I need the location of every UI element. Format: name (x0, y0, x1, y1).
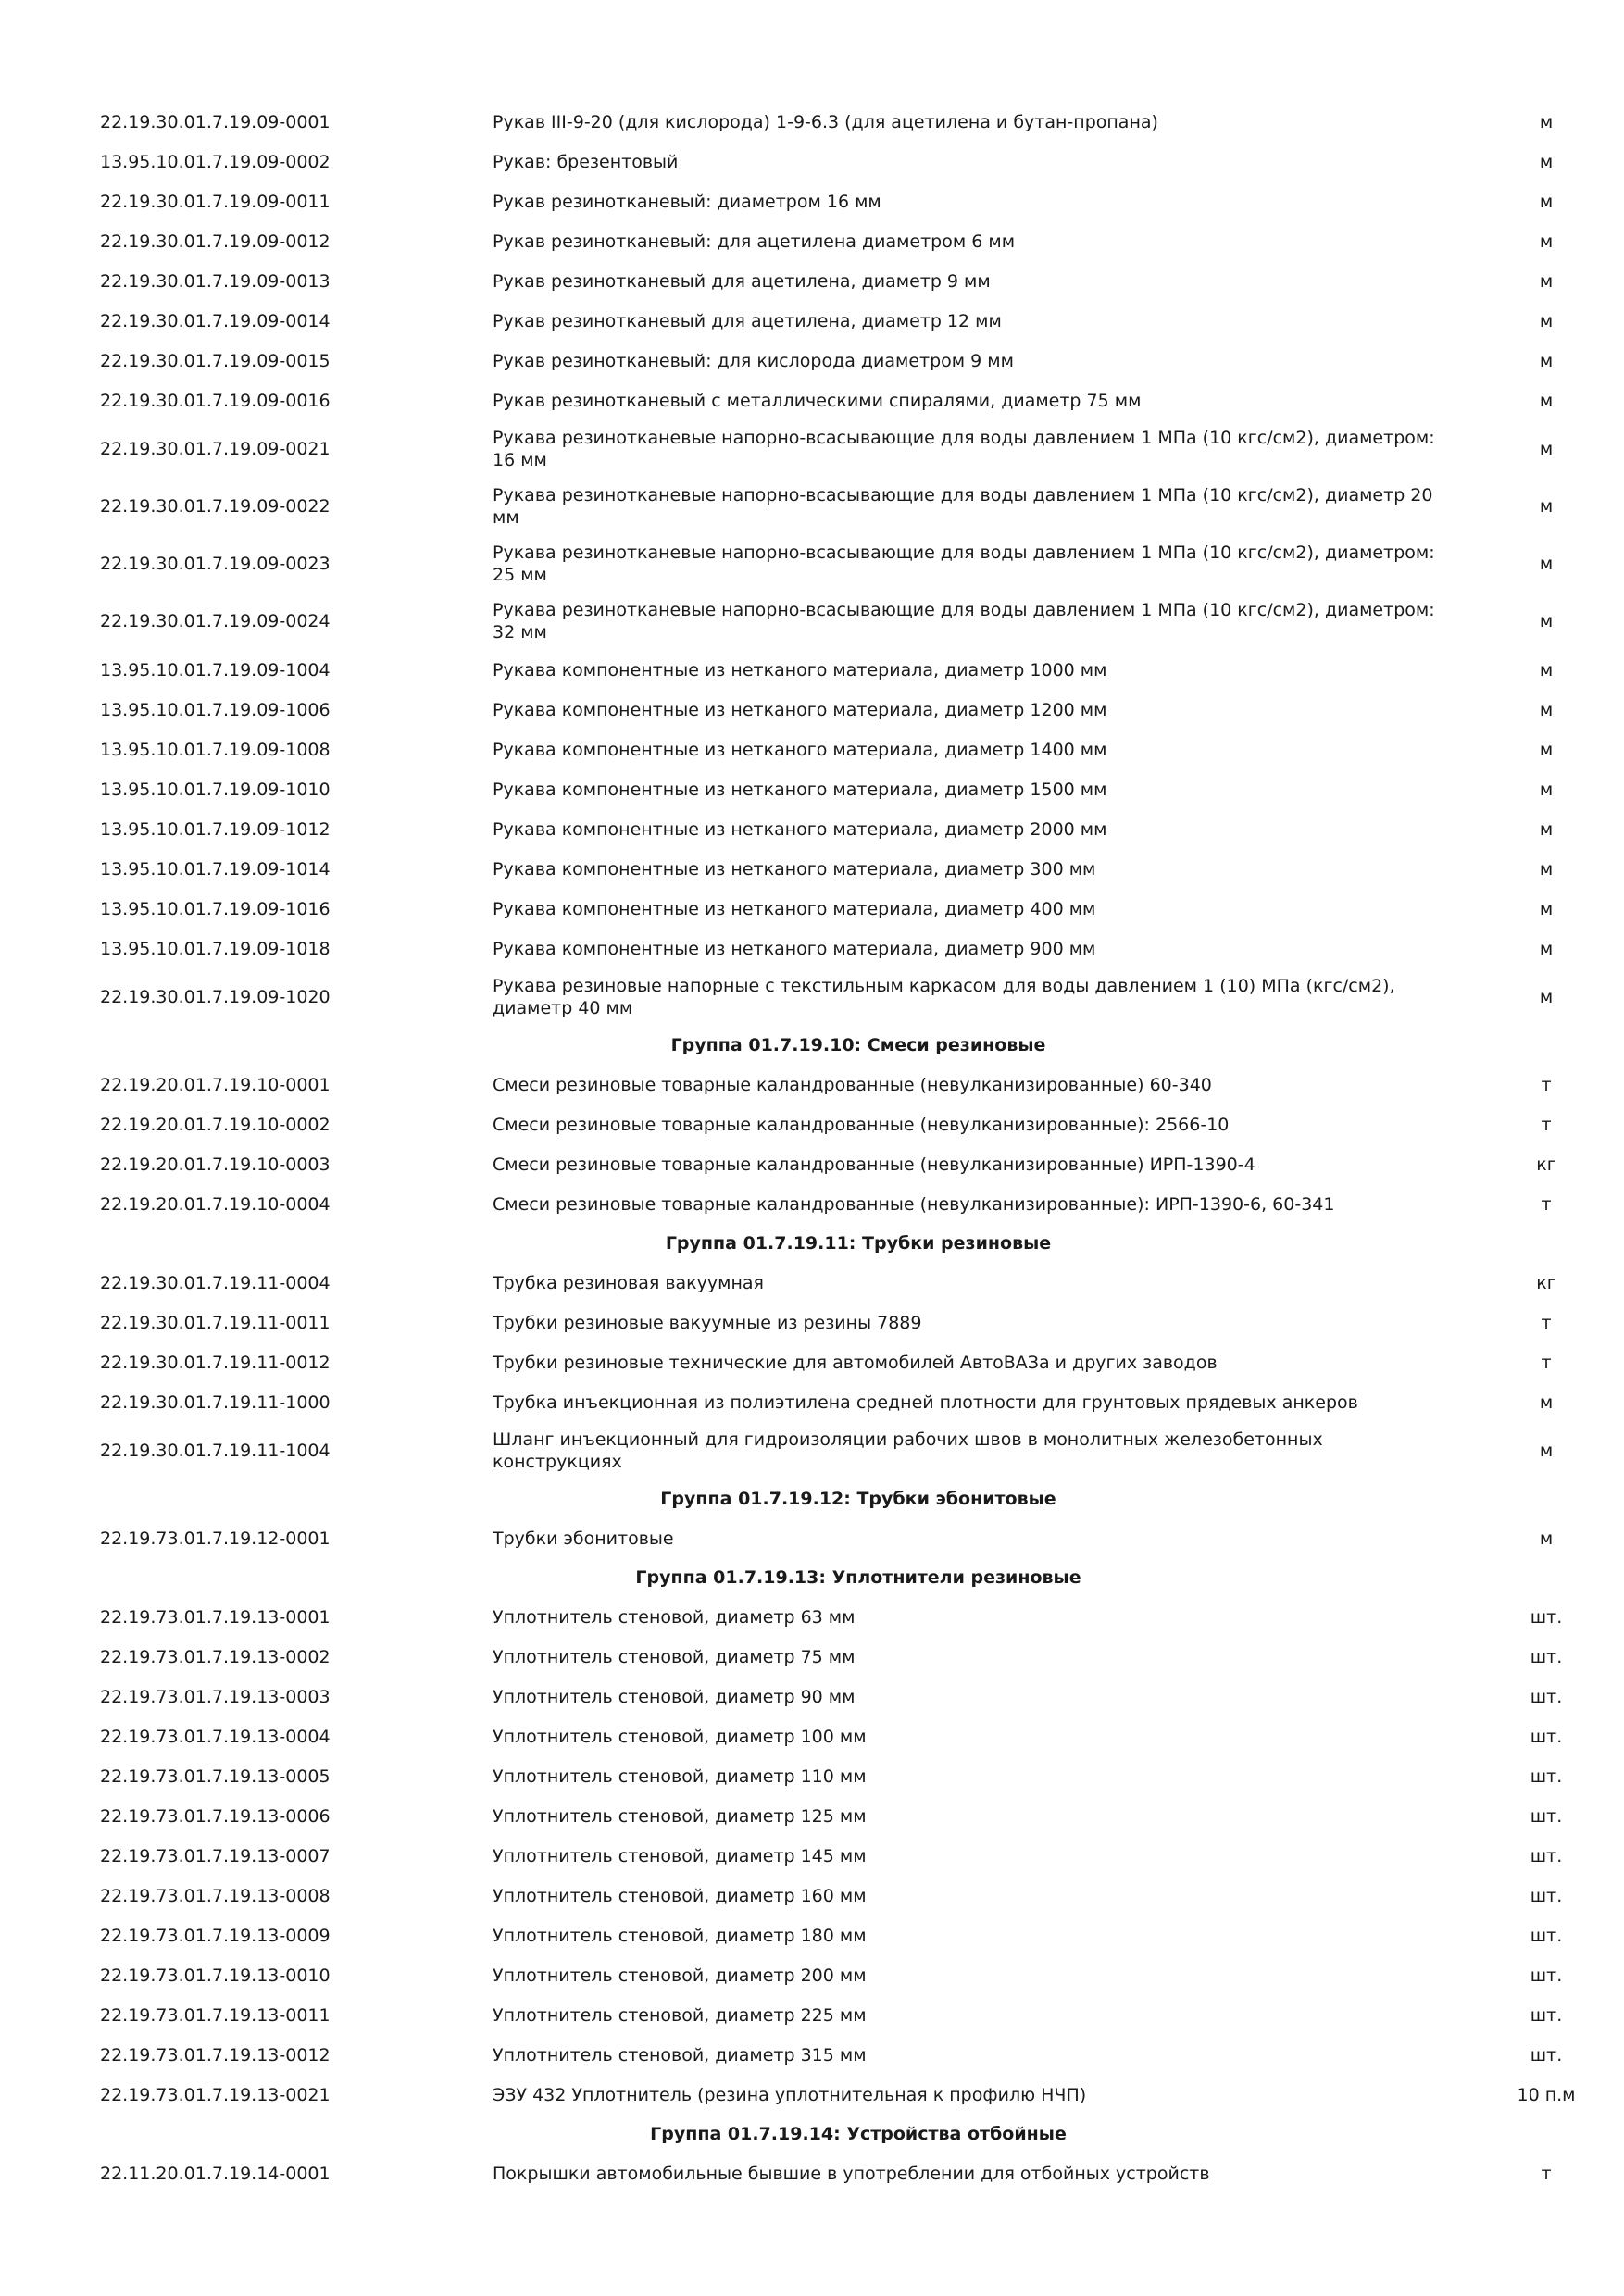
table-row (0, 221, 1624, 261)
resource-name (493, 809, 1474, 849)
resource-code: 13.95.10.01.7.19.09-1004 (100, 659, 331, 680)
table-row (0, 381, 1624, 420)
resource-code: 22.19.30.01.7.19.09-0012 (100, 231, 331, 252)
resource-name-line: Уплотнитель стеновой, диаметр 125 мм (493, 1805, 867, 1827)
group-heading: Группа 01.7.19.10: Смеси резиновые (670, 1035, 1046, 1055)
resource-name (493, 1677, 1474, 1716)
unit-of-measure: т (1541, 1352, 1552, 1373)
resource-name-line: диаметр 40 мм (493, 998, 633, 1018)
unit-of-measure: шт. (1530, 2004, 1563, 2026)
resource-name (493, 1382, 1474, 1422)
resource-code: 13.95.10.01.7.19.09-1014 (100, 858, 331, 880)
resource-name-line: Уплотнитель стеновой, диаметр 200 мм (493, 1965, 867, 1986)
unit-of-measure: шт. (1530, 1925, 1563, 1946)
resource-name-line: Смеси резиновые товарные каландрованные (невулканизированные): 2566-10 (493, 1114, 1230, 1135)
unit-of-measure: м (1539, 496, 1554, 517)
resource-code: 22.11.20.01.7.19.14-0001 (100, 2163, 331, 2184)
group-heading: Группа 01.7.19.11: Трубки резиновые (665, 1233, 1052, 1254)
table-row (0, 2075, 1624, 2115)
unit-of-measure: м (1539, 818, 1554, 840)
resource-code: 22.19.73.01.7.19.13-0010 (100, 1965, 331, 1986)
resource-name (493, 593, 1474, 650)
resource-name-line: Уплотнитель стеновой, диаметр 75 мм (493, 1646, 856, 1667)
table-row (0, 1382, 1624, 1422)
unit-of-measure: т (1541, 1193, 1552, 1215)
resource-name-line: 32 мм (493, 622, 547, 643)
unit-of-measure: шт. (1530, 1805, 1563, 1827)
resource-code: 22.19.30.01.7.19.09-0022 (100, 496, 331, 517)
unit-of-measure: шт. (1530, 2044, 1563, 2065)
unit-of-measure: м (1539, 191, 1554, 212)
table-row (0, 929, 1624, 968)
table-row (0, 1836, 1624, 1876)
unit-of-measure: кг (1536, 1154, 1556, 1175)
resource-name (493, 2075, 1474, 2115)
unit-of-measure: шт. (1530, 1726, 1563, 1747)
table-row (0, 535, 1624, 593)
table-row (0, 1518, 1624, 1558)
resource-name (493, 478, 1474, 535)
resource-name (493, 1303, 1474, 1342)
table-row (0, 1876, 1624, 1915)
unit-of-measure: т (1541, 2163, 1552, 2184)
resource-name-line: 25 мм (493, 565, 547, 585)
resource-code: 13.95.10.01.7.19.09-1006 (100, 699, 331, 720)
resource-code: 13.95.10.01.7.19.09-1016 (100, 898, 331, 919)
resource-code: 22.19.20.01.7.19.10-0001 (100, 1074, 331, 1095)
resource-name (493, 2035, 1474, 2075)
resource-name-line: Рукав резинотканевый: для ацетилена диаметром 6 мм (493, 231, 1016, 252)
table-row (0, 420, 1624, 478)
resource-name-line: Рукава компонентные из нетканого материала, диаметр 400 мм (493, 898, 1096, 919)
table-row (0, 889, 1624, 929)
resource-name (493, 1637, 1474, 1677)
unit-of-measure: шт. (1530, 1845, 1563, 1866)
unit-of-measure: шт. (1530, 1885, 1563, 1906)
resource-code: 22.19.30.01.7.19.09-1020 (100, 987, 331, 1007)
resource-name (493, 261, 1474, 301)
resource-code: 13.95.10.01.7.19.09-1010 (100, 779, 331, 800)
unit-of-measure: кг (1536, 1272, 1556, 1293)
resource-name-line: Рукав резинотканевый для ацетилена, диаметр 12 мм (493, 310, 1002, 331)
resource-name (493, 1518, 1474, 1558)
table-row (0, 968, 1624, 1026)
resource-name-line: Трубки резиновые технические для автомобилей АвтоВАЗа и других заводов (493, 1352, 1218, 1373)
resource-name-line: Рукав: брезентовый (493, 151, 679, 172)
resource-code: 22.19.73.01.7.19.13-0005 (100, 1766, 331, 1787)
resource-name (493, 1597, 1474, 1637)
resource-name-line: Уплотнитель стеновой, диаметр 180 мм (493, 1925, 867, 1946)
resource-name-line: Уплотнитель стеновой, диаметр 90 мм (493, 1686, 856, 1707)
resource-name-line: Уплотнитель стеновой, диаметр 315 мм (493, 2044, 867, 2065)
resource-name-line: Смеси резиновые товарные каландрованные (невулканизированные) 60-340 (493, 1074, 1212, 1095)
resource-name (493, 102, 1474, 142)
resource-name (493, 420, 1474, 478)
resource-name-line: Трубка инъекционная из полиэтилена средней плотности для грунтовых прядевых анкеров (493, 1391, 1358, 1413)
unit-of-measure: 10 п.м (1517, 2084, 1576, 2105)
resource-code: 22.19.73.01.7.19.13-0007 (100, 1845, 331, 1866)
resource-name-line: Рукава резинотканевые напорно-всасывающие для воды давлением 1 МПа (10 кгс/см2), диаметром: (493, 428, 1435, 448)
resource-name-line: Смеси резиновые товарные каландрованные (невулканизированные): ИРП-1390-6, 60-341 (493, 1193, 1335, 1215)
resource-code: 22.19.20.01.7.19.10-0003 (100, 1154, 331, 1175)
unit-of-measure: м (1539, 231, 1554, 252)
resource-name-line: Уплотнитель стеновой, диаметр 110 мм (493, 1766, 867, 1787)
resource-name-line: Рукава компонентные из нетканого материала, диаметр 1500 мм (493, 779, 1107, 800)
table-row (0, 650, 1624, 690)
table-row (0, 1597, 1624, 1637)
table-row (0, 1342, 1624, 1382)
resource-name-line: 16 мм (493, 450, 547, 470)
resource-code: 22.19.30.01.7.19.11-1004 (100, 1441, 331, 1461)
resource-code: 13.95.10.01.7.19.09-1008 (100, 739, 331, 760)
resource-name (493, 1836, 1474, 1876)
group-heading: Группа 01.7.19.12: Трубки эбонитовые (660, 1489, 1056, 1509)
resource-code: 22.19.73.01.7.19.13-0012 (100, 2044, 331, 2065)
resource-code: 22.19.30.01.7.19.09-0015 (100, 350, 331, 371)
resource-code: 22.19.73.01.7.19.13-0003 (100, 1686, 331, 1707)
resource-name-line: конструкциях (493, 1452, 622, 1472)
unit-of-measure: м (1539, 554, 1554, 574)
resource-code: 22.19.73.01.7.19.13-0006 (100, 1805, 331, 1827)
table-row (0, 1422, 1624, 1479)
resource-name (493, 769, 1474, 809)
resource-name (493, 929, 1474, 968)
table-row (0, 1144, 1624, 1184)
unit-of-measure: м (1539, 987, 1554, 1007)
unit-of-measure: м (1539, 151, 1554, 172)
table-row (0, 478, 1624, 535)
resource-code: 22.19.30.01.7.19.09-0013 (100, 270, 331, 292)
resource-name (493, 181, 1474, 221)
unit-of-measure: т (1541, 1114, 1552, 1135)
unit-of-measure: м (1539, 659, 1554, 680)
resource-name-line: Трубка резиновая вакуумная (493, 1272, 764, 1293)
resource-name (493, 1104, 1474, 1144)
table-row (0, 1637, 1624, 1677)
resource-name (493, 2153, 1474, 2193)
unit-of-measure: м (1539, 611, 1554, 631)
resource-name (493, 650, 1474, 690)
table-row (0, 769, 1624, 809)
resource-name-line: Рукава резиновые напорные с текстильным каркасом для воды давлением 1 (10) МПа (кгс/см2), (493, 976, 1395, 996)
table-row (0, 1263, 1624, 1303)
unit-of-measure: м (1539, 111, 1554, 132)
resource-name (493, 730, 1474, 769)
resource-name-line: Уплотнитель стеновой, диаметр 100 мм (493, 1726, 867, 1747)
resource-code: 22.19.73.01.7.19.13-0011 (100, 2004, 331, 2026)
resource-code: 22.19.20.01.7.19.10-0002 (100, 1114, 331, 1135)
resource-name-line: Трубки эбонитовые (493, 1528, 674, 1549)
resource-code: 22.19.30.01.7.19.11-1000 (100, 1391, 331, 1413)
table-row (0, 1915, 1624, 1955)
resource-name (493, 1756, 1474, 1796)
unit-of-measure: шт. (1530, 1766, 1563, 1787)
resource-code: 22.19.30.01.7.19.09-0024 (100, 611, 331, 631)
resource-name-line: Рукава резинотканевые напорно-всасывающие для воды давлением 1 МПа (10 кгс/см2), диаметр 20 (493, 485, 1433, 505)
resource-name-line: Смеси резиновые товарные каландрованные (невулканизированные) ИРП-1390-4 (493, 1154, 1255, 1175)
resource-name (493, 1876, 1474, 1915)
table-row (0, 809, 1624, 849)
table-row (0, 301, 1624, 341)
group-heading: Группа 01.7.19.14: Устройства отбойные (650, 2124, 1067, 2144)
resource-name-line: Рукав резинотканевый: диаметром 16 мм (493, 191, 881, 212)
resource-name (493, 1422, 1474, 1479)
unit-of-measure: м (1539, 699, 1554, 720)
resource-code: 22.19.30.01.7.19.09-0023 (100, 554, 331, 574)
resource-name (493, 301, 1474, 341)
resource-code: 22.19.73.01.7.19.13-0021 (100, 2084, 331, 2105)
group-heading: Группа 01.7.19.13: Уплотнители резиновые (635, 1567, 1081, 1588)
resource-name (493, 381, 1474, 420)
resource-name-line: Уплотнитель стеновой, диаметр 225 мм (493, 2004, 867, 2026)
unit-of-measure: м (1539, 270, 1554, 292)
resource-name-line: Рукава компонентные из нетканого материала, диаметр 1400 мм (493, 739, 1107, 760)
table-row (0, 341, 1624, 381)
table-row (0, 142, 1624, 181)
resource-name (493, 1342, 1474, 1382)
resource-name-line: Рукав III-9-20 (для кислорода) 1-9-6.3 (для ацетилена и бутан-пропана) (493, 111, 1158, 132)
table-row (0, 1303, 1624, 1342)
resource-code: 13.95.10.01.7.19.09-1018 (100, 938, 331, 959)
resource-name-line: Рукава резинотканевые напорно-всасывающие для воды давлением 1 МПа (10 кгс/см2), диаметром: (493, 600, 1435, 620)
unit-of-measure: м (1539, 1391, 1554, 1413)
resource-code: 22.19.30.01.7.19.09-0021 (100, 439, 331, 459)
table-row (0, 849, 1624, 889)
resource-name (493, 535, 1474, 593)
resource-name-line: ЭЗУ 432 Уплотнитель (резина уплотнительная к профилю НЧП) (493, 2084, 1087, 2105)
resource-name-line: Трубки резиновые вакуумные из резины 7889 (493, 1312, 922, 1333)
resource-name-line: Уплотнитель стеновой, диаметр 145 мм (493, 1845, 867, 1866)
resource-name (493, 690, 1474, 730)
resource-name-line: Шланг инъекционный для гидроизоляции рабочих швов в монолитных железобетонных (493, 1429, 1323, 1450)
resource-code: 22.19.30.01.7.19.09-0011 (100, 191, 331, 212)
resource-name (493, 1263, 1474, 1303)
resource-name (493, 1716, 1474, 1756)
resource-name (493, 142, 1474, 181)
resource-name-line: Рукава компонентные из нетканого материала, диаметр 1000 мм (493, 659, 1107, 680)
resource-name (493, 889, 1474, 929)
table-row (0, 1677, 1624, 1716)
unit-of-measure: м (1539, 1441, 1554, 1461)
table-row (0, 1995, 1624, 2035)
unit-of-measure: шт. (1530, 1965, 1563, 1986)
table-row (0, 1716, 1624, 1756)
resource-name (493, 1184, 1474, 1224)
resource-name-line: Уплотнитель стеновой, диаметр 160 мм (493, 1885, 867, 1906)
resource-code: 22.19.20.01.7.19.10-0004 (100, 1193, 331, 1215)
resource-name-line: Рукав резинотканевый с металлическими спиралями, диаметр 75 мм (493, 390, 1142, 411)
resource-code: 22.19.30.01.7.19.11-0012 (100, 1352, 331, 1373)
table-row (0, 1955, 1624, 1995)
resource-code: 22.19.30.01.7.19.11-0004 (100, 1272, 331, 1293)
table-row (0, 1756, 1624, 1796)
unit-of-measure: м (1539, 310, 1554, 331)
resource-code: 22.19.30.01.7.19.11-0011 (100, 1312, 331, 1333)
table-row (0, 690, 1624, 730)
table-row (0, 102, 1624, 142)
resource-code: 13.95.10.01.7.19.09-1012 (100, 818, 331, 840)
resource-name (493, 1915, 1474, 1955)
unit-of-measure: шт. (1530, 1686, 1563, 1707)
resource-code: 22.19.30.01.7.19.09-0014 (100, 310, 331, 331)
unit-of-measure: м (1539, 1528, 1554, 1549)
unit-of-measure: м (1539, 739, 1554, 760)
resource-code: 22.19.30.01.7.19.09-0001 (100, 111, 331, 132)
resource-name (493, 849, 1474, 889)
resource-code: 22.19.73.01.7.19.12-0001 (100, 1528, 331, 1549)
resource-name-line: Рукава компонентные из нетканого материала, диаметр 900 мм (493, 938, 1096, 959)
resource-name (493, 968, 1474, 1026)
resource-name (493, 341, 1474, 381)
resource-name-line: Покрышки автомобильные бывшие в употреблении для отбойных устройств (493, 2163, 1210, 2184)
unit-of-measure: м (1539, 938, 1554, 959)
resource-code: 22.19.30.01.7.19.09-0016 (100, 390, 331, 411)
table-row (0, 1065, 1624, 1104)
resource-code: 13.95.10.01.7.19.09-0002 (100, 151, 331, 172)
resource-name (493, 1065, 1474, 1104)
resource-code: 22.19.73.01.7.19.13-0001 (100, 1606, 331, 1628)
unit-of-measure: т (1541, 1312, 1552, 1333)
resource-code: 22.19.73.01.7.19.13-0009 (100, 1925, 331, 1946)
table-row (0, 1184, 1624, 1224)
resource-code: 22.19.73.01.7.19.13-0002 (100, 1646, 331, 1667)
unit-of-measure: м (1539, 439, 1554, 459)
table-row (0, 730, 1624, 769)
resource-name-line: Рукав резинотканевый для ацетилена, диаметр 9 мм (493, 270, 991, 292)
resource-name-line: Рукав резинотканевый: для кислорода диаметром 9 мм (493, 350, 1014, 371)
resource-name (493, 1995, 1474, 2035)
resource-name-line: Рукава компонентные из нетканого материала, диаметр 2000 мм (493, 818, 1107, 840)
resource-name-line: Рукава резинотканевые напорно-всасывающие для воды давлением 1 МПа (10 кгс/см2), диаметром: (493, 543, 1435, 563)
resource-catalog (0, 102, 1624, 2193)
resource-name-line: Рукава компонентные из нетканого материала, диаметр 1200 мм (493, 699, 1107, 720)
unit-of-measure: м (1539, 350, 1554, 371)
table-row (0, 261, 1624, 301)
unit-of-measure: шт. (1530, 1606, 1563, 1628)
table-row (0, 1104, 1624, 1144)
unit-of-measure: м (1539, 779, 1554, 800)
resource-name-line: Уплотнитель стеновой, диаметр 63 мм (493, 1606, 856, 1628)
unit-of-measure: шт. (1530, 1646, 1563, 1667)
resource-name (493, 1955, 1474, 1995)
resource-code: 22.19.73.01.7.19.13-0008 (100, 1885, 331, 1906)
resource-name (493, 1144, 1474, 1184)
table-row (0, 181, 1624, 221)
unit-of-measure: м (1539, 898, 1554, 919)
resource-name-line: мм (493, 507, 519, 528)
resource-name (493, 221, 1474, 261)
unit-of-measure: т (1541, 1074, 1552, 1095)
resource-name (493, 1796, 1474, 1836)
unit-of-measure: м (1539, 858, 1554, 880)
table-row (0, 2035, 1624, 2075)
resource-name-line: Рукава компонентные из нетканого материала, диаметр 300 мм (493, 858, 1096, 880)
table-row (0, 593, 1624, 650)
resource-code: 22.19.73.01.7.19.13-0004 (100, 1726, 331, 1747)
unit-of-measure: м (1539, 390, 1554, 411)
table-row (0, 1796, 1624, 1836)
table-row (0, 2153, 1624, 2193)
